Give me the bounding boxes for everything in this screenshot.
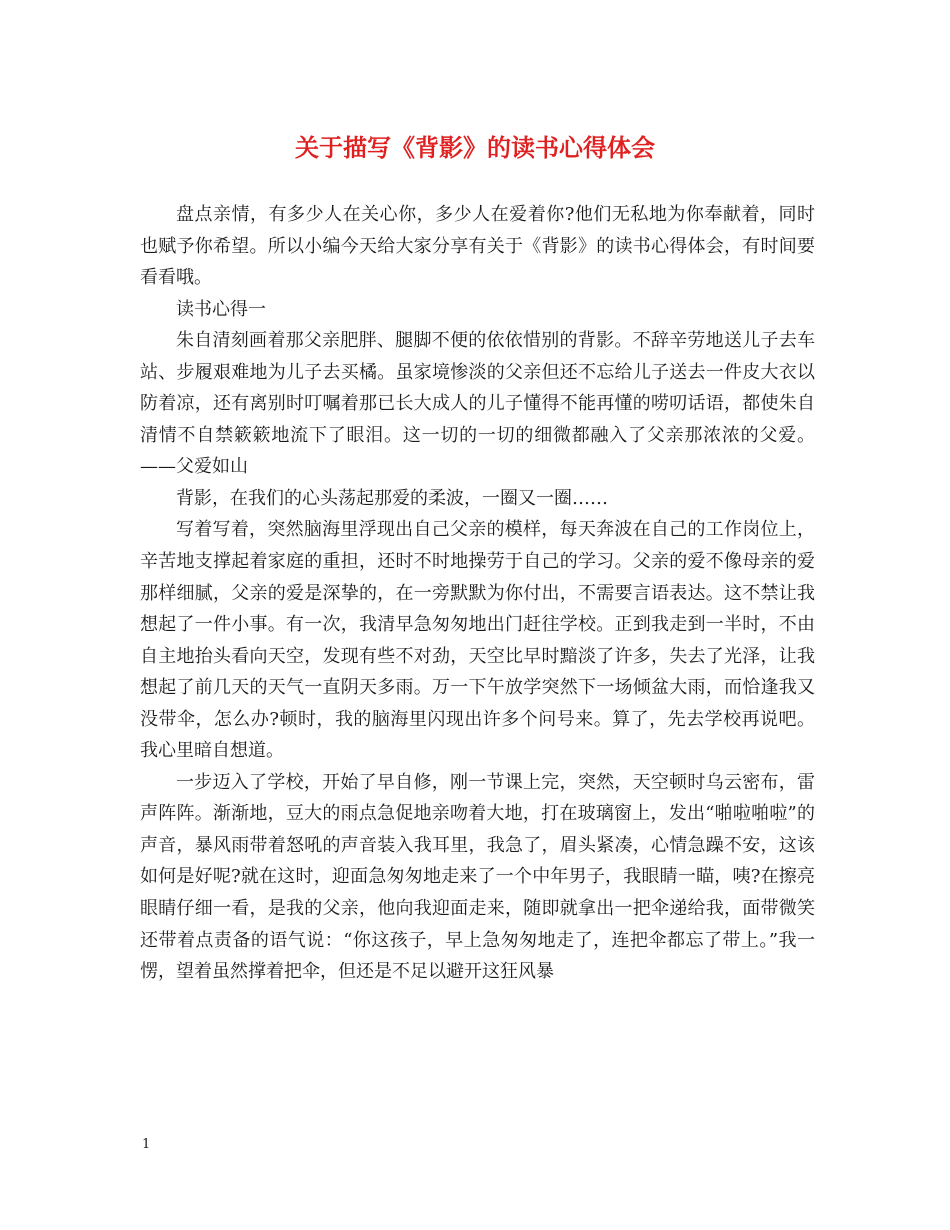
section-heading-1: 读书心得一 xyxy=(176,298,266,320)
page-number: 1 xyxy=(142,1137,151,1152)
paragraph: 朱自清刻画着那父亲肥胖、腿脚不便的依依惜别的背影。不辞辛劳地送儿子去车站、步履艰难地为儿子去买橘。虽家境惨淡的父亲但还不忘给儿子送去一件皮大衣以防着凉，还有离别时叮嘱着那已长大成人的儿子懂得不能再懂的唠叨话语，都使朱自清情不自禁簌簌地流下了眼泪。这一切的一切的细微都融入了父亲那浓浓的父爱。——父爱如山 xyxy=(140,330,815,478)
document-title: 关于描写《背影》的读书心得体会 xyxy=(295,133,655,162)
document-body xyxy=(140,199,815,988)
paragraph: 一步迈入了学校，开始了早自修，刚一节课上完，突然，天空顿时乌云密布，雷声阵阵。渐渐地，豆大的雨点急促地亲吻着大地，打在玻璃窗上，发出“啪啦啪啦”的声音，暴风雨带着怒吼的声音装入我耳里，我急了，眉头紧凑，心情急躁不安，这该如何是好呢?就在这时，迎面急匆匆地走来了一个中年男子，我眼睛一瞄，咦?在擦亮眼睛仔细一看，是我的父亲，他向我迎面走来，随即就拿出一把伞递给我，面带微笑还带着点责备的语气说：“你这孩子，早上急匆匆地走了，连把伞都忘了带上。”我一愣，望着虽然撑着把伞，但还是不足以避开这狂风暴 xyxy=(140,771,815,983)
paragraph: 背影，在我们的心头荡起那爱的柔波，一圈又一圈…… xyxy=(176,487,608,509)
paragraph-intro: 盘点亲情，有多少人在关心你，多少人在爱着你?他们无私地为你奉献着，同时也赋予你希望。所以小编今天给大家分享有关于《背影》的读书心得体会，有时间要看看哦。 xyxy=(140,204,815,289)
paragraph: 写着写着，突然脑海里浮现出自己父亲的模样，每天奔波在自己的工作岗位上，辛苦地支撑起着家庭的重担，还时不时地操劳于自己的学习。父亲的爱不像母亲的爱那样细腻，父亲的爱是深挚的，在一旁默默为你付出，不需要言语表达。这不禁让我想起了一件小事。有一次，我清早急匆匆地出门赶往学校。正到我走到一半时，不由自主地抬头看向天空，发现有些不对劲，天空比早时黯淡了许多，失去了光泽，让我想起了前几天的天气一直阴天多雨。万一下午放学突然下一场倾盆大雨，而恰逢我又没带伞，怎么办?顿时，我的脑海里闪现出许多个问号来。算了，先去学校再说吧。我心里暗自想道。 xyxy=(140,519,815,762)
